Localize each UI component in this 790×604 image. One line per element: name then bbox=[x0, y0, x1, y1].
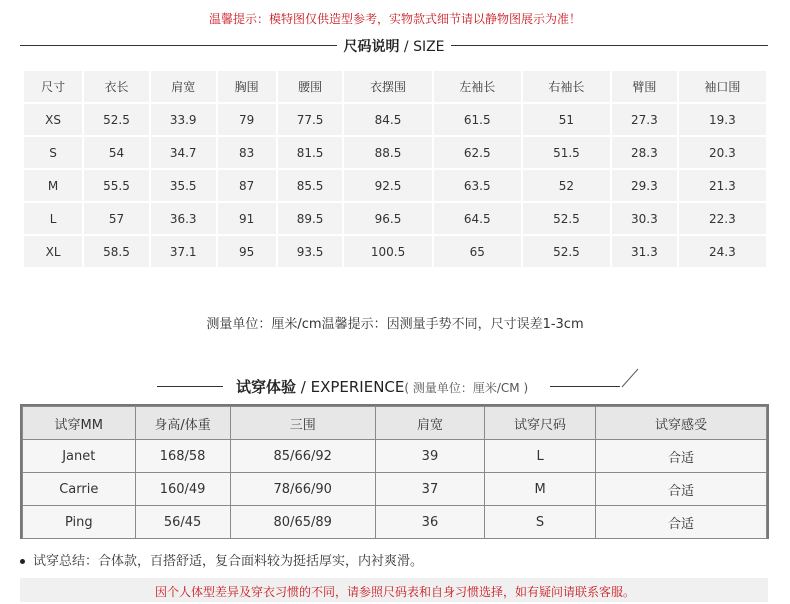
experience-cell: 78/66/90 bbox=[230, 473, 375, 506]
size-row bbox=[24, 170, 766, 201]
experience-table-frame bbox=[20, 404, 769, 539]
size-section-header bbox=[20, 36, 768, 56]
experience-cell: Ping bbox=[23, 506, 136, 539]
size-cell: 55.5 bbox=[84, 170, 149, 201]
size-section-title bbox=[20, 36, 768, 56]
experience-cell: S bbox=[485, 506, 596, 539]
size-header-cell: 肩宽 bbox=[151, 71, 216, 102]
size-header-cell: 尺寸 bbox=[24, 71, 82, 102]
size-cell: 58.5 bbox=[84, 236, 149, 267]
experience-title bbox=[236, 376, 528, 397]
experience-row bbox=[23, 440, 767, 473]
size-header-cell: 腰围 bbox=[278, 71, 343, 102]
size-cell: 24.3 bbox=[679, 236, 766, 267]
size-cell: 22.3 bbox=[679, 203, 766, 234]
experience-title-bold: 试穿体验 bbox=[236, 378, 297, 396]
size-cell: 33.9 bbox=[151, 104, 216, 135]
experience-cell: 36 bbox=[375, 506, 484, 539]
size-cell: 29.3 bbox=[612, 170, 677, 201]
size-header-cell: 衣摆围 bbox=[344, 71, 431, 102]
size-cell: 64.5 bbox=[434, 203, 521, 234]
size-cell: 89.5 bbox=[278, 203, 343, 234]
size-cell: L bbox=[24, 203, 82, 234]
size-cell: 52 bbox=[523, 170, 610, 201]
size-cell: 81.5 bbox=[278, 137, 343, 168]
size-cell: 91 bbox=[218, 203, 276, 234]
size-cell: 54 bbox=[84, 137, 149, 168]
bullet-icon bbox=[20, 559, 25, 564]
size-header-cell: 胸围 bbox=[218, 71, 276, 102]
notice-top: 温馨提示：模特图仅供造型参考，实物款式细节请以静物图展示为准！ bbox=[208, 12, 581, 26]
size-cell: 65 bbox=[434, 236, 521, 267]
size-title-bold: 尺码说明 bbox=[343, 39, 400, 55]
size-header-cell: 衣长 bbox=[84, 71, 149, 102]
size-table bbox=[22, 69, 768, 269]
size-cell: 28.3 bbox=[612, 137, 677, 168]
size-cell: 93.5 bbox=[278, 236, 343, 267]
size-cell: 57 bbox=[84, 203, 149, 234]
experience-row bbox=[23, 506, 767, 539]
size-cell: XL bbox=[24, 236, 82, 267]
experience-cell: 168/58 bbox=[135, 440, 230, 473]
experience-header-cell: 身高/体重 bbox=[135, 407, 230, 440]
size-header-cell: 左袖长 bbox=[434, 71, 521, 102]
experience-table bbox=[22, 406, 767, 539]
experience-cell: Carrie bbox=[23, 473, 136, 506]
size-cell: 77.5 bbox=[278, 104, 343, 135]
experience-header-cell: 试穿尺码 bbox=[485, 407, 596, 440]
size-cell: 27.3 bbox=[612, 104, 677, 135]
size-cell: 88.5 bbox=[344, 137, 431, 168]
experience-cell: 合适 bbox=[596, 440, 767, 473]
experience-header-cell: 试穿感受 bbox=[596, 407, 767, 440]
size-cell: 83 bbox=[218, 137, 276, 168]
size-cell: 79 bbox=[218, 104, 276, 135]
experience-cell: 80/65/89 bbox=[230, 506, 375, 539]
experience-header-cell: 试穿MM bbox=[23, 407, 136, 440]
size-row bbox=[24, 236, 766, 267]
size-cell: 21.3 bbox=[679, 170, 766, 201]
size-cell: 51 bbox=[523, 104, 610, 135]
size-header-cell: 右袖长 bbox=[523, 71, 610, 102]
size-cell: 52.5 bbox=[523, 203, 610, 234]
size-cell: 52.5 bbox=[84, 104, 149, 135]
size-cell: 30.3 bbox=[612, 203, 677, 234]
size-cell: 85.5 bbox=[278, 170, 343, 201]
size-title-rest: / SIZE bbox=[399, 39, 445, 55]
size-cell: S bbox=[24, 137, 82, 168]
size-row bbox=[24, 104, 766, 135]
experience-subtitle: ( 测量单位：厘米/CM ) bbox=[404, 381, 529, 395]
size-cell: M bbox=[24, 170, 82, 201]
experience-row bbox=[23, 473, 767, 506]
size-cell: 96.5 bbox=[344, 203, 431, 234]
size-cell: 95 bbox=[218, 236, 276, 267]
experience-header-cell: 三围 bbox=[230, 407, 375, 440]
experience-cell: 85/66/92 bbox=[230, 440, 375, 473]
experience-cell: 56/45 bbox=[135, 506, 230, 539]
experience-header-cell: 肩宽 bbox=[375, 407, 484, 440]
experience-cell: M bbox=[485, 473, 596, 506]
size-cell: 61.5 bbox=[434, 104, 521, 135]
header-rule-left bbox=[157, 386, 223, 387]
size-cell: 37.1 bbox=[151, 236, 216, 267]
size-cell: 19.3 bbox=[679, 104, 766, 135]
size-row bbox=[24, 137, 766, 168]
experience-cell: 合适 bbox=[596, 506, 767, 539]
size-row bbox=[24, 203, 766, 234]
experience-cell: L bbox=[485, 440, 596, 473]
summary-text: 试穿总结：合体款，百搭舒适，复合面料较为挺括厚实，内衬爽滑。 bbox=[33, 554, 424, 569]
header-rule-right bbox=[550, 386, 620, 387]
summary bbox=[20, 550, 423, 569]
size-cell: 62.5 bbox=[434, 137, 521, 168]
size-cell: 84.5 bbox=[344, 104, 431, 135]
size-cell: 34.7 bbox=[151, 137, 216, 168]
size-cell: 52.5 bbox=[523, 236, 610, 267]
size-cell: 20.3 bbox=[679, 137, 766, 168]
size-cell: 63.5 bbox=[434, 170, 521, 201]
experience-cell: 39 bbox=[375, 440, 484, 473]
experience-title-rest: / EXPERIENCE bbox=[296, 378, 405, 396]
size-cell: 51.5 bbox=[523, 137, 610, 168]
size-cell: 31.3 bbox=[612, 236, 677, 267]
size-header-cell: 臂围 bbox=[612, 71, 677, 102]
size-header-row bbox=[24, 71, 766, 102]
size-cell: 36.3 bbox=[151, 203, 216, 234]
experience-cell: 37 bbox=[375, 473, 484, 506]
size-cell: 87 bbox=[218, 170, 276, 201]
size-header-cell: 袖口围 bbox=[679, 71, 766, 102]
size-cell: XS bbox=[24, 104, 82, 135]
notice-bottom: 因个人体型差异及穿衣习惯的不同，请参照尺码表和自身习惯选择，如有疑问请联系客服。 bbox=[154, 585, 635, 599]
measure-note: 测量单位：厘米/cm温馨提示：因测量手势不同，尺寸误差1-3cm bbox=[206, 317, 584, 332]
experience-section-header bbox=[0, 376, 790, 398]
experience-header-row bbox=[23, 407, 767, 440]
size-cell: 35.5 bbox=[151, 170, 216, 201]
size-cell: 92.5 bbox=[344, 170, 431, 201]
size-cell: 100.5 bbox=[344, 236, 431, 267]
experience-cell: Janet bbox=[23, 440, 136, 473]
experience-cell: 合适 bbox=[596, 473, 767, 506]
slash-decoration bbox=[620, 368, 640, 388]
experience-cell: 160/49 bbox=[135, 473, 230, 506]
